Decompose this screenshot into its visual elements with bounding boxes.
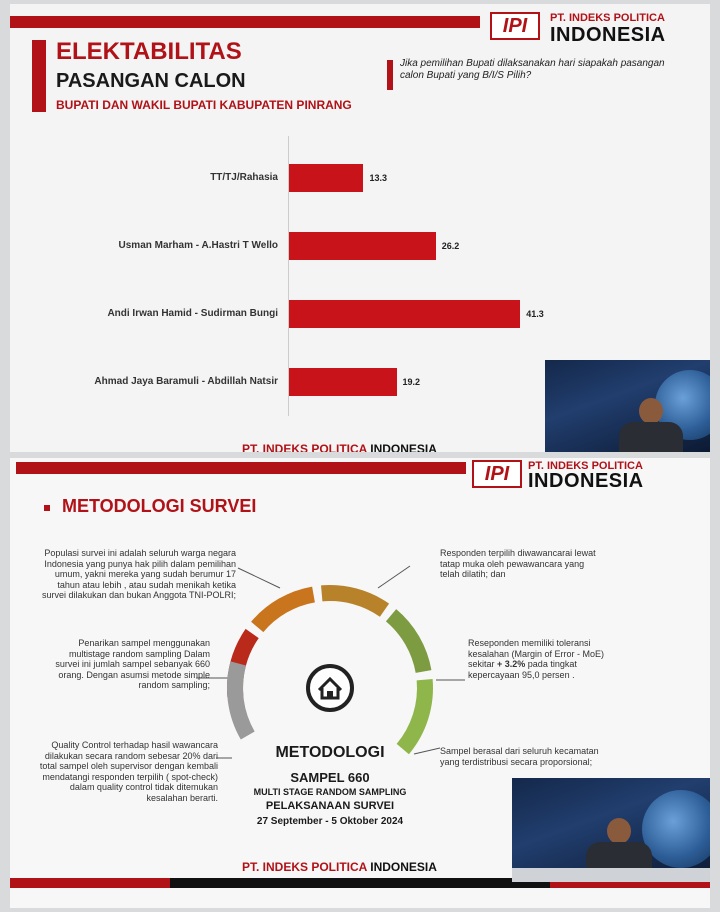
arc-segment-3 xyxy=(391,615,423,671)
globe-icon-2 xyxy=(642,790,710,868)
slide2-footer xyxy=(242,860,437,874)
bar-label-2: Usman Marham - A.Hastri T Wello xyxy=(118,240,278,251)
logo-mark-2: IPI xyxy=(484,462,510,485)
bar-2 xyxy=(289,232,436,260)
footer-company-dark: INDONESIA xyxy=(366,442,437,452)
footer2-company-dark: INDONESIA xyxy=(366,860,437,874)
bar-1 xyxy=(289,164,363,192)
logo-company-big: INDONESIA xyxy=(550,24,666,46)
responden-text: Responden terpilih diwawancarai lewat tatap muka oleh pewawancara yang telah dilatih; dan xyxy=(440,548,596,579)
logo-company-small-2: PT. INDEKS POLITICA xyxy=(528,460,643,472)
arrow-populasi xyxy=(238,568,280,588)
arc-segment-1 xyxy=(257,594,313,626)
quality-control-text: Quality Control terhadap hasil wawancara dilakukan secara random sebesar 20% dari total sampel oleh supervisor dengan kembali mendatangi responden terpilih ( spot-check) dalam quality control tidak ditemukan kesalahan berarti. xyxy=(39,740,218,803)
bottom-dark-bar xyxy=(170,878,550,888)
bar-label-3: Andi Irwan Hamid - Sudirman Bungi xyxy=(107,308,278,319)
bar-3 xyxy=(289,300,520,328)
bar-value-3: 41.3 xyxy=(526,309,544,319)
bar-value-1: 13.3 xyxy=(369,173,387,183)
presenter-body xyxy=(619,422,683,452)
survey-question: Jika pemilihan Bupati dilaksanakan hari siapakah pasangan calon Bupati yang B/I/S Pilih? xyxy=(400,58,665,81)
title-elektabilitas: ELEKTABILITAS xyxy=(56,38,242,65)
title-accent-bar xyxy=(32,40,46,112)
metodologi-slide xyxy=(10,458,710,908)
ipi-logo-icon xyxy=(490,12,540,40)
bar-value-2: 26.2 xyxy=(441,241,460,251)
presenter-video xyxy=(545,360,710,452)
presenter-desk xyxy=(512,868,710,882)
arc-segment-6 xyxy=(235,663,248,735)
bar-label-4: Ahmad Jaya Baramuli - Abdillah Natsir xyxy=(94,376,278,387)
footer2-company-red: PT. INDEKS POLITICA xyxy=(242,860,367,874)
presenter-head-2 xyxy=(607,818,631,844)
elektabilitas-slide xyxy=(10,4,710,452)
title-region: BUPATI DAN WAKIL BUPATI KABUPATEN PINRANG xyxy=(56,98,352,112)
presenter-head xyxy=(639,398,663,424)
metodologi-title: METODOLOGI SURVEI xyxy=(62,496,257,516)
slide1-footer xyxy=(242,442,437,452)
bar-value-4: 19.2 xyxy=(402,377,421,387)
footer-company-red: PT. INDEKS POLITICA xyxy=(242,442,367,452)
logo-company-small: PT. INDEKS POLITICA xyxy=(550,12,665,24)
populasi-text: Populasi survei ini adalah seluruh warga negara Indonesia yang punya hak pilih dalam pemilihan umum, yakni mereka yang sudah berumur 17 tahun atau lebih , atau sudah menikah ketika survei dilakukan dan bukan Anggota TNI-POLRI; xyxy=(42,548,236,600)
pelaksanaan-label: PELAKSANAAN SURVEI xyxy=(265,800,395,812)
sampel-distribusi-text: Sampel berasal dari seluruh kecamatan yang terdistribusi secara proporsional; xyxy=(440,746,599,767)
toleransi-part-a: Reseponden memiliki toleransi kesalahan (Margin of Error - MoE) sekitar xyxy=(468,638,605,669)
question-accent-bar xyxy=(387,60,393,90)
arrow-responden xyxy=(378,566,410,588)
sampling-method: MULTI STAGE RANDOM SAMPLING xyxy=(253,787,407,797)
bar-4 xyxy=(289,368,397,396)
bar-label-1: TT/TJ/Rahasia xyxy=(210,172,278,183)
arc-segment-2 xyxy=(322,593,385,610)
moe-value: + 3.2% xyxy=(497,659,526,669)
sampel-size: SAMPEL 660 xyxy=(290,770,370,785)
survey-dates: 27 September - 5 Oktober 2024 xyxy=(256,816,404,827)
title-pasangan-calon: PASANGAN CALON xyxy=(56,70,246,92)
toleransi-part-c: pada tingkat kepercayaan 95,0 persen . xyxy=(468,659,577,680)
arc-segment-4 xyxy=(403,680,425,749)
penarikan-text: Penarikan sampel menggunakan multistage random sampling Dalam survei ini jumlah sampel sebanyak 660 orang. Dengan asumsi metode simple random sampling; xyxy=(55,638,210,690)
top-red-bar xyxy=(10,16,480,28)
logo-company-big-2: INDONESIA xyxy=(528,470,644,492)
center-metodologi-label: METODOLOGI xyxy=(275,744,385,761)
presenter-video-2 xyxy=(512,778,710,882)
home-icon-ring xyxy=(308,666,352,710)
logo-mark: IPI xyxy=(502,14,528,37)
